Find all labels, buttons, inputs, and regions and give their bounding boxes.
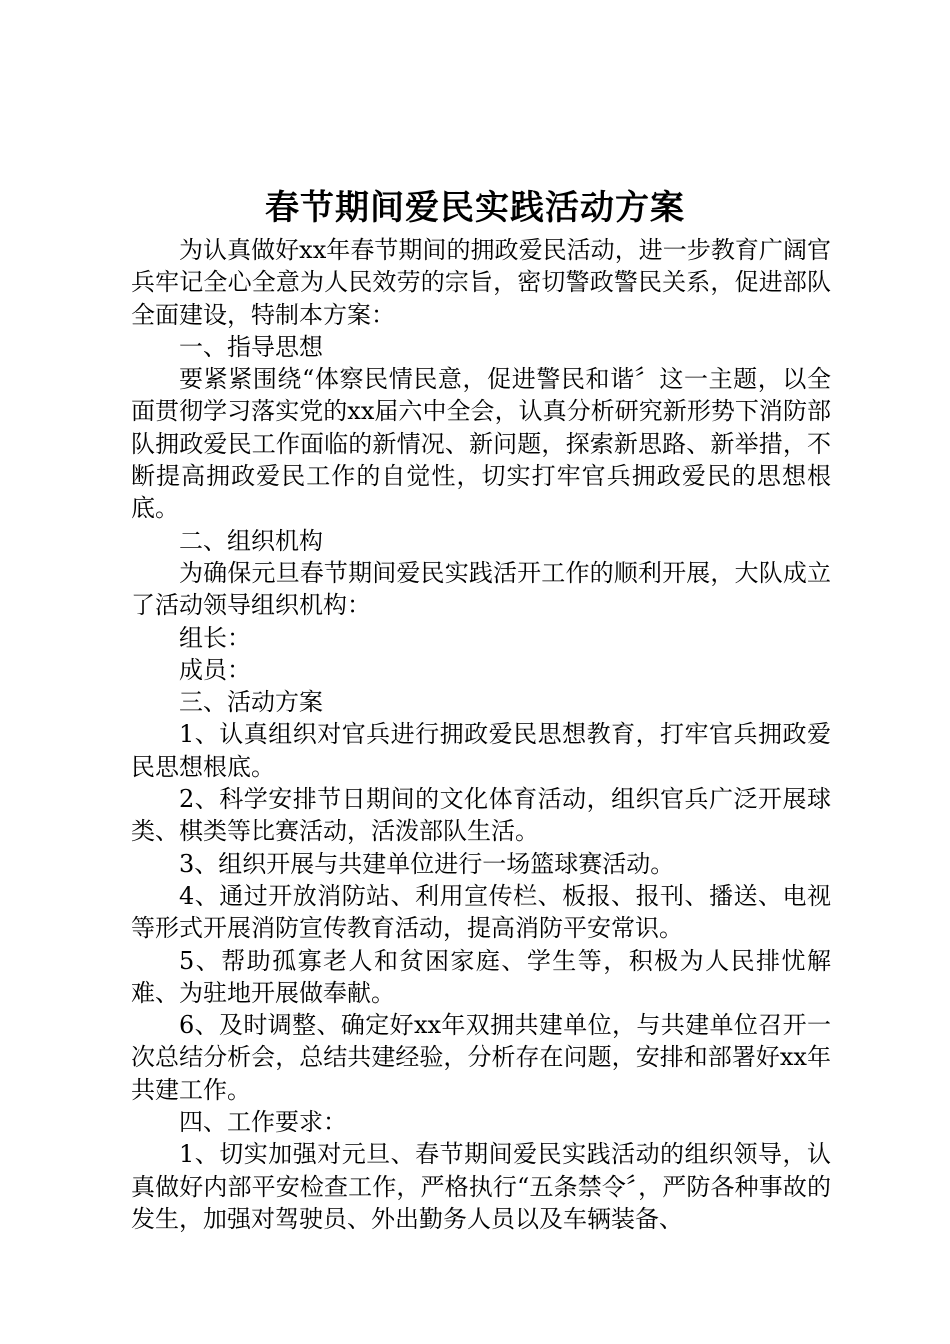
intro-paragraph: 为认真做好xx年春节期间的拥政爱民活动，进一步教育广阔官兵牢记全心全意为人民效劳的宗旨，密切警政警民关系，促进部队全面建设，特制本方案：: [131, 236, 831, 329]
section-heading-organization: 二、组织机构: [179, 526, 323, 555]
members-line: 成员：: [179, 655, 251, 684]
activity-item-2: 2、科学安排节日期间的文化体育活动，组织官兵广泛开展球类、棋类等比赛活动，活泼部队生活。: [131, 785, 831, 846]
section-heading-activity-plan: 三、活动方案: [179, 688, 323, 717]
activity-item-3: 3、组织开展与共建单位进行一场篮球赛活动。: [179, 849, 675, 878]
activity-item-6: 6、及时调整、确定好xx年双拥共建单位，与共建单位召开一次总结分析会，总结共建经验，分析存在问题，安排和部署好xx年共建工作。: [131, 1011, 831, 1104]
organization-paragraph: 为确保元旦春节期间爱民实践活开工作的顺利开展，大队成立了活动领导组织机构：: [131, 558, 831, 620]
document-body: [131, 234, 831, 1235]
guiding-thought-paragraph: 要紧紧围绕“体察民情民意，促进警民和谐〞这一主题，以全面贯彻学习落实党的xx届六中全会，认真分析研究新形势下消防部队拥政爱民工作面临的新情况、新问题，探索新思路、新举措，不断提高拥政爱民工作的自觉性，切实打牢官兵拥政爱民的思想根底。: [131, 365, 831, 523]
document-title: 春节期间爱民实践活动方案: [265, 188, 685, 228]
activity-item-5: 5、帮助孤寡老人和贫困家庭、学生等，积极为人民排忧解难、为驻地开展做奉献。: [131, 946, 831, 1007]
activity-item-4: 4、通过开放消防站、利用宣传栏、板报、报刊、播送、电视等形式开展消防宣传教育活动，提高消防平安常识。: [131, 881, 831, 943]
work-requirement-item-1: 1、切实加强对元旦、春节期间爱民实践活动的组织领导，认真做好内部平安检查工作，严格执行“五条禁令〞，严防各种事故的发生，加强对驾驶员、外出勤务人员以及车辆装备、: [131, 1140, 831, 1233]
activity-item-1: 1、认真组织对官兵进行拥政爱民思想教育，打牢官兵拥政爱民思想根底。: [131, 720, 831, 781]
group-leader-line: 组长：: [179, 623, 251, 652]
section-heading-work-requirements: 四、工作要求：: [179, 1108, 347, 1137]
section-heading-guiding-thought: 一、指导思想: [179, 332, 323, 361]
